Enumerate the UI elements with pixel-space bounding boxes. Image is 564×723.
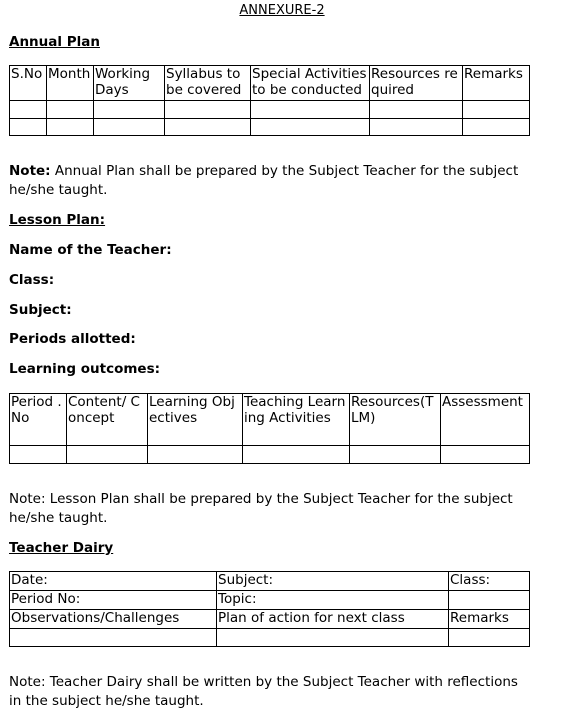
table-cell — [463, 119, 530, 136]
table-row — [10, 629, 530, 647]
note-text: Annual Plan shall be prepared by the Subject Teacher for the subject he/she taught. — [9, 163, 519, 198]
lesson-plan-header-period: Period . No — [10, 394, 67, 446]
table-cell — [449, 591, 530, 610]
table-cell — [10, 629, 217, 647]
table-cell — [449, 629, 530, 647]
annual-plan-header-working-days: Working Days — [94, 66, 165, 101]
field-class: Class: — [9, 272, 55, 288]
note-label: Note: — [9, 163, 51, 179]
table-cell — [94, 101, 165, 119]
table-cell — [10, 101, 47, 119]
table-cell — [441, 446, 530, 464]
table-row — [10, 446, 530, 464]
table-row — [10, 119, 530, 136]
annual-plan-header-syllabus: Syllabus to be covered — [165, 66, 251, 101]
table-cell — [217, 629, 449, 647]
field-learning-outcomes: Learning outcomes: — [9, 361, 161, 377]
lesson-plan-header-objectives: Learning Objectives — [148, 394, 243, 446]
annual-plan-note — [9, 162, 529, 200]
lesson-plan-header-resources: Resources(TLM) — [350, 394, 441, 446]
annual-plan-header-month: Month — [47, 66, 94, 101]
table-row — [10, 591, 530, 610]
table-cell — [251, 119, 370, 136]
table-cell — [350, 446, 441, 464]
teacher-dairy-table — [9, 571, 530, 647]
dairy-date-label: Date: — [10, 572, 217, 591]
lesson-plan-note: Note: Lesson Plan shall be prepared by the Subject Teacher for the subject he/she taught. — [9, 491, 513, 526]
dairy-topic-label: Topic: — [217, 591, 449, 610]
table-cell — [165, 101, 251, 119]
annual-plan-header-activities: Special Activities to be conducted — [251, 66, 370, 101]
teacher-dairy-heading: Teacher Dairy — [9, 540, 114, 556]
lesson-plan-table — [9, 393, 530, 464]
annual-plan-table — [9, 65, 530, 136]
page-title: ANNEXURE-2 — [239, 3, 325, 18]
dairy-period-label: Period No: — [10, 591, 217, 610]
dairy-observations-label: Observations/Challenges — [10, 610, 217, 629]
annual-plan-header-resources: Resources required — [370, 66, 463, 101]
table-cell — [148, 446, 243, 464]
annual-plan-header-sno: S.No — [10, 66, 47, 101]
field-periods-allotted: Periods allotted: — [9, 331, 136, 347]
lesson-plan-header-content: Content/ Concept — [67, 394, 148, 446]
table-row — [10, 610, 530, 629]
lesson-plan-header-activities: Teaching Learning Activities — [243, 394, 350, 446]
table-cell — [47, 119, 94, 136]
table-cell — [463, 101, 530, 119]
dairy-class-label: Class: — [449, 572, 530, 591]
annual-plan-heading: Annual Plan — [9, 34, 100, 50]
table-cell — [10, 119, 47, 136]
table-cell — [10, 446, 67, 464]
field-teacher-name: Name of the Teacher: — [9, 242, 172, 258]
teacher-dairy-note: Note: Teacher Dairy shall be written by the Subject Teacher with reflections in the subject he/she taught. — [9, 674, 518, 709]
table-row — [10, 572, 530, 591]
table-row — [10, 101, 530, 119]
table-cell — [67, 446, 148, 464]
lesson-plan-heading: Lesson Plan: — [9, 212, 106, 228]
annual-plan-header-remarks: Remarks — [463, 66, 530, 101]
table-cell — [370, 101, 463, 119]
table-cell — [47, 101, 94, 119]
table-cell — [243, 446, 350, 464]
dairy-subject-label: Subject: — [217, 572, 449, 591]
table-cell — [94, 119, 165, 136]
table-cell — [370, 119, 463, 136]
dairy-plan-label: Plan of action for next class — [217, 610, 449, 629]
table-cell — [251, 101, 370, 119]
dairy-remarks-label: Remarks — [449, 610, 530, 629]
lesson-plan-header-assessment: Assessment — [441, 394, 530, 446]
table-cell — [165, 119, 251, 136]
field-subject: Subject: — [9, 302, 72, 318]
